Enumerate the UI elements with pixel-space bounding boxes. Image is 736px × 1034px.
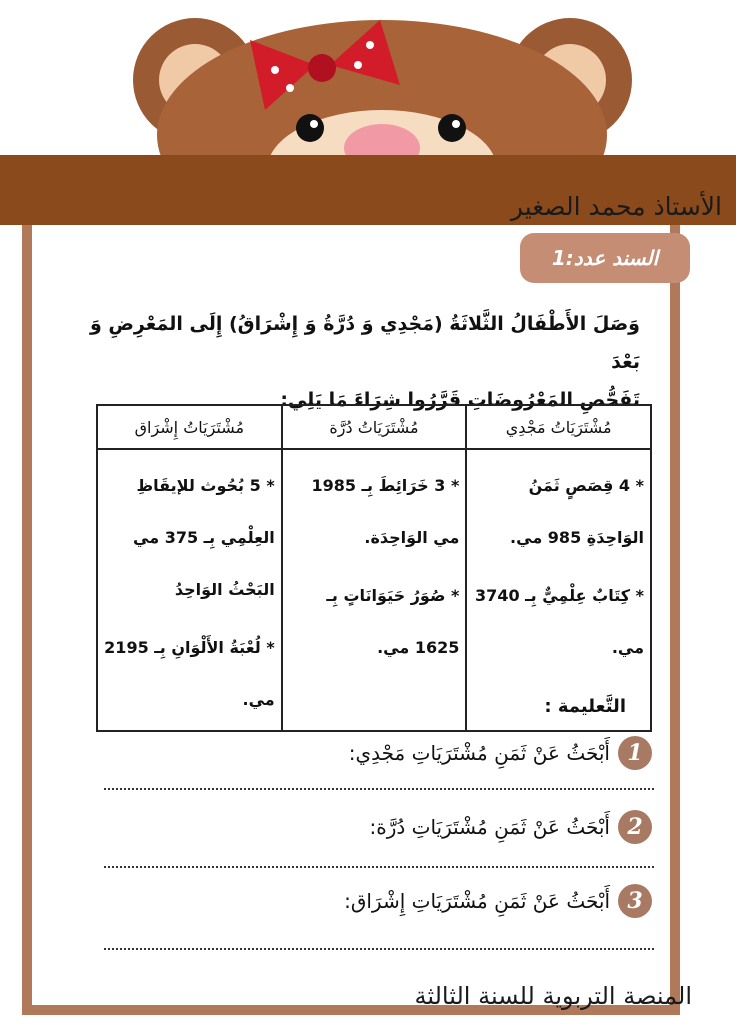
question-2-text: أَبْحَثُ عَنْ ثَمَنِ مُشْتَرَيَاتِ دُرَّة:: [369, 815, 610, 839]
answer-line-1[interactable]: [104, 788, 654, 790]
footer-text: المنصة التربوية للسنة الثالثة: [414, 982, 692, 1010]
majdi-item-1: * 4 قِصَصٍ ثَمَنُ الوَاحِدَةِ 985 مي.: [510, 476, 644, 547]
number-badge-1: 1: [618, 736, 652, 770]
teacher-name: الأستاذ محمد الصغير: [510, 192, 722, 221]
table-row: [97, 449, 651, 731]
ishraq-item-2: * لُعْبَةُ الأَلْوَانِ بِـ 2195 مي.: [104, 638, 275, 709]
majdi-cell: [466, 449, 651, 731]
intro-line-1: وَصَلَ الأَطْفَالُ الثَّلاثَةُ (مَجْدِي وَ دُرَّةُ وَ إِشْرَاقُ) إِلَى المَعْرِضِ وَ بَعْدَ: [89, 313, 640, 373]
dorra-item-2: * صُوَرُ حَيَوَانَاتٍ بِـ 1625 مي.: [326, 586, 460, 657]
answer-line-2[interactable]: [104, 866, 654, 868]
number-badge-2: 2: [618, 810, 652, 844]
question-3: [344, 884, 652, 918]
instructions-heading: التَّعليمة :: [544, 696, 626, 717]
ishraq-cell: [97, 449, 282, 731]
header-ishraq: مُشْتَرَيَاتُ إِشْرَاق: [97, 405, 282, 449]
question-2: [369, 810, 652, 844]
table-header-row: [97, 405, 651, 449]
intro-paragraph: [80, 305, 640, 419]
header-dorra: مُشْتَرَيَاتُ دُرَّة: [282, 405, 467, 449]
question-1: [349, 736, 652, 770]
number-badge-3: 3: [618, 884, 652, 918]
ishraq-item-1: * 5 بُحُوث للإيقَاظِ العِلْمِي بِـ 375 مي البَحْثُ الوَاحِدُ: [133, 476, 275, 599]
answer-line-3[interactable]: [104, 948, 654, 950]
purchases-table: [96, 404, 652, 732]
dorra-cell: [282, 449, 467, 731]
document-badge: السند عدد:1: [520, 233, 690, 283]
majdi-item-2: * كِتَابٌ عِلْمِيٌّ بِـ 3740 مي.: [475, 586, 644, 657]
question-1-text: أَبْحَثُ عَنْ ثَمَنِ مُشْتَرَيَاتِ مَجْدِي:: [348, 741, 610, 765]
intro-line-2: تَفَحُّصِ المَعْرُوضَاتِ قَرَّرُوا شِرَاءَ مَا يَلِي:: [280, 389, 640, 411]
dorra-item-1: * 3 خَرَائِطَ بِـ 1985 مي الوَاحِدَة.: [311, 476, 460, 547]
question-3-text: أَبْحَثُ عَنْ ثَمَنِ مُشْتَرَيَاتِ إِشْرَاق:: [344, 889, 610, 913]
header-majdi: مُشْتَرَيَاتُ مَجْدِي: [466, 405, 651, 449]
